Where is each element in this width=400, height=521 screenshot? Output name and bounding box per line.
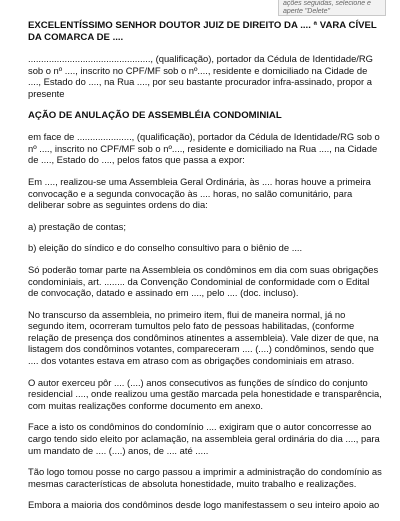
paragraph-assembly: Em ...., realizou-se uma Assembleia Geral Ordinária, às .... horas houve a primeira convocação e a segunda convocação às .... horas, no salão comunitário, para deliberar sobre as seguintes ordens do dia: — [28, 175, 371, 211]
instruction-line-2: aperte "Delete" — [283, 7, 330, 15]
petition-document — [28, 20, 382, 521]
court-heading: EXCELENTÍSSIMO SENHOR DOUTOR JUIZ DE DIREITO DA .... ª VARA CÍVEL DA COMARCA DE .... — [28, 20, 377, 43]
paragraph-defendant: em face de ....................., (qualificação), portador da Cédula de Identidade/RG sob o nº ...., inscrito no CPF/MF sob o nº...., residente e domiciliado na Rua ...., na Cidade de ...., Estado do ...., pelos fatos que passa a expor: — [28, 131, 380, 166]
paragraph-prior-term: O autor exerceu pôr .... (....) anos consecutivos as funções de síndico do conjunto residencial ...., onde realizou uma gestão marcada pela honestidade e transparência, com muitas realizações conforme documento em anexo. — [28, 376, 382, 411]
paragraph-administration: Tão logo tomou posse no cargo passou a imprimir a administração do condomínio as mesmas características de absoluta honestidade, muito trabalho e realizações. — [28, 466, 382, 489]
action-title: AÇÃO DE ANULAÇÃO DE ASSEMBLÉIA CONDOMINIAL — [28, 109, 282, 121]
plaintiff-intro: ..............................................., (qualificação), portador da Cédula de Identidade/RG sob o nº ...., inscrito no CPF/MF sob o nº...., residente e domiciliado na Cidade de ...., Estado do ...., na Rua ...., por seu bastante procurador infra-assinado, propor a presente — [28, 53, 373, 99]
paragraph-eligibility: Só poderão tomar parte na Assembleia os condôminos em dia com suas obrigações condominiais, art. ........ da Convenção Condominial de conformidade com o Edital de convocação, datado e assinado em ...., pelo .... (doc. incluso). — [28, 263, 379, 299]
paragraph-support: Embora a maioria dos condôminos desde logo manifestassem o seu inteiro apoio ao — [28, 499, 380, 511]
instruction-tooltip — [278, 0, 386, 16]
paragraph-item-b: b) eleição do síndico e do conselho consultivo para o biênio de .... — [28, 242, 303, 254]
paragraph-election: Face a isto os condôminos do condomínio .... exigiram que o autor concorresse ao cargo tendo sido eleito por aclamação, na assembleia geral ordinária do dia ...., para um mandato de .... (....) anos, de .... até ..... — [28, 421, 380, 456]
instruction-line-1: ações seguidas, selecione e — [283, 0, 371, 7]
paragraph-tumult: No transcurso da assembleia, no primeiro item, flui de maneira normal, já no segundo item, ocorreram tumultos pelo fato de pessoas habilitadas, (conforme relação de presença dos condôminos atinentes a assembleia). Vale dizer de que, na listagem dos condôminos votantes, compareceram .... (....) condôminos, sendo que .... dos votantes estava em atraso com as obrigações condominiais em atraso. — [28, 308, 379, 367]
paragraph-item-a: a) prestação de contas; — [28, 220, 126, 232]
